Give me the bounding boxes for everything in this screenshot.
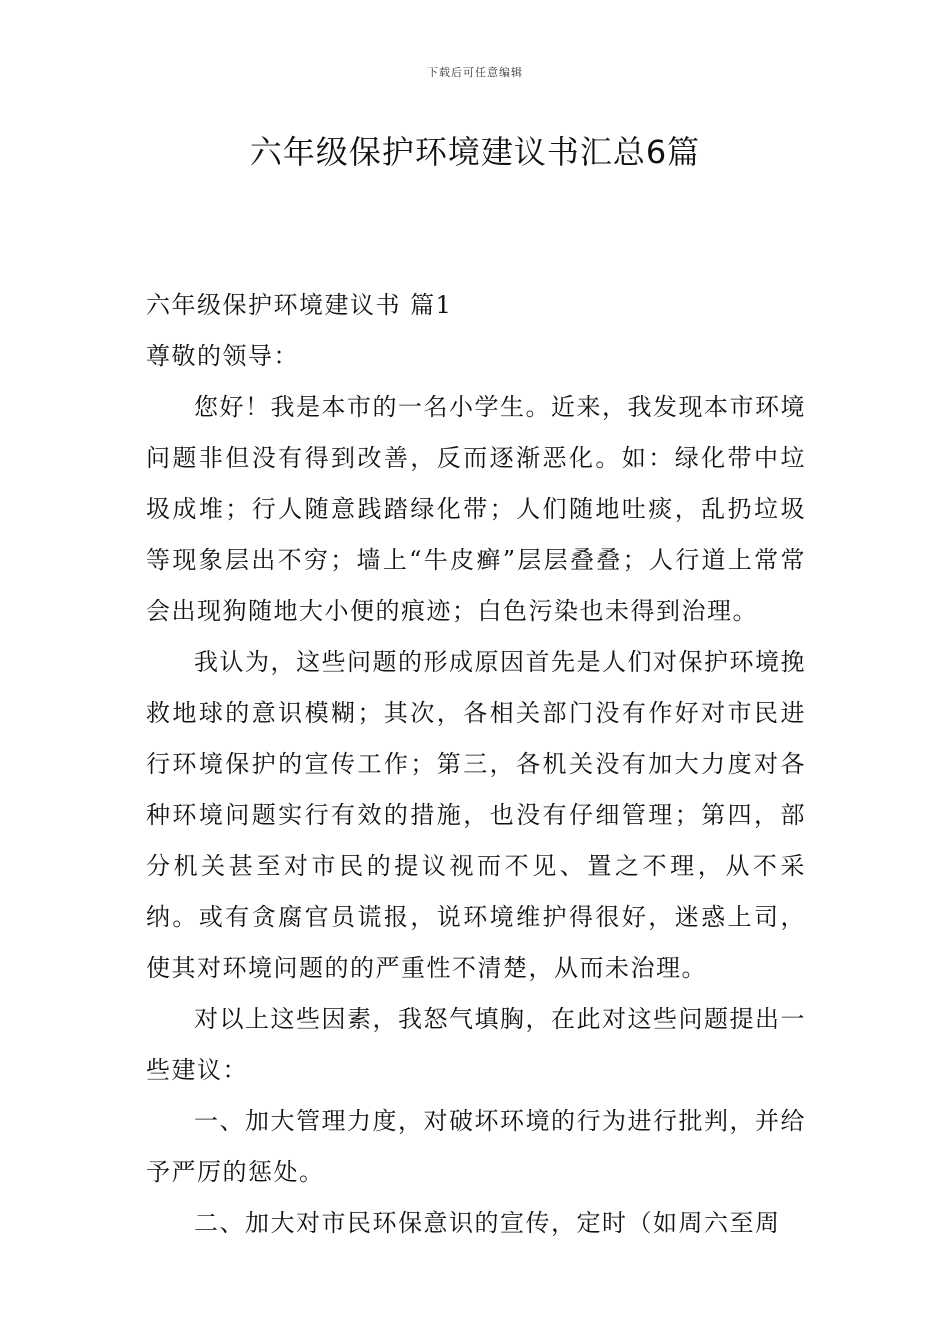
document-body <box>146 280 806 1249</box>
paragraph-3: 对以上这些因素，我怒气填胸，在此对这些问题提出一些建议： <box>146 1005 806 1084</box>
paragraph-2: 我认为，这些问题的形成原因首先是人们对保护环境挽救地球的意识模糊；其次，各相关部门没有作好对市民进行环境保护的宣传工作；第三，各机关没有加大力度对各种环境问题实行有效的措施，也没有仔细管理；第四，部分机关甚至对市民的提议视而不见、置之不理，从不采纳。或有贪腐官员谎报，说环境维护得很好，迷惑上司，使其对环境问题的的严重性不清楚，从而未治理。 <box>146 648 806 982</box>
paragraph-5: 二、加大对市民环保意识的宣传，定时（如周六至周 <box>194 1209 781 1237</box>
section-heading: 六年级保护环境建议书 篇1 <box>146 291 453 319</box>
document-title: 六年级保护环境建议书汇总6篇 <box>249 133 701 171</box>
paragraph-1: 您好！我是本市的一名小学生。近来，我发现本市环境问题非但没有得到改善，反而逐渐恶化。如：绿化带中垃圾成堆；行人随意践踏绿化带；人们随地吐痰，乱扔垃圾等现象层出不穷；墙上“牛皮癣”层层叠叠；人行道上常常会出现狗随地大小便的痕迹；白色污染也未得到治理。 <box>146 393 806 625</box>
header-note: 下载后可任意编辑 <box>427 66 523 79</box>
paragraph-4: 一、加大管理力度，对破坏环境的行为进行批判，并给予严厉的惩处。 <box>146 1107 806 1186</box>
salutation: 尊敬的领导： <box>146 342 299 370</box>
